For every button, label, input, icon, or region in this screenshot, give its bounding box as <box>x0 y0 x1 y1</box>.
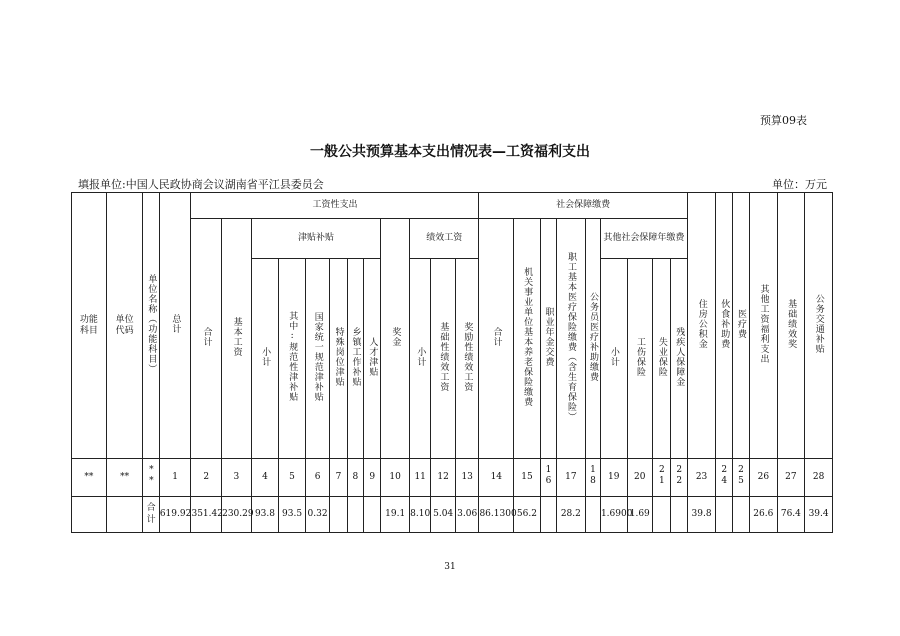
header-allow-reg: 其中:规范性津补贴 <box>279 259 306 459</box>
total-cell <box>653 497 671 533</box>
index-cell: 22 <box>671 459 687 497</box>
total-cell <box>330 497 347 533</box>
page-title: 一般公共预算基本支出情况表—工资福利支出 <box>310 144 590 160</box>
total-cell: 1.69 <box>627 497 653 533</box>
index-cell: 17 <box>557 459 586 497</box>
header-oss-disab: 残疾人保障金 <box>671 259 687 459</box>
total-cell: 19.1 <box>381 497 410 533</box>
index-cell: 25 <box>732 459 749 497</box>
index-cell: 15 <box>514 459 541 497</box>
total-cell: 5.04 <box>431 497 456 533</box>
header-meal: 伙食补助费 <box>716 193 732 459</box>
total-cell <box>671 497 687 533</box>
header-other-welfare: 其他工资福利支出 <box>750 193 778 459</box>
header-oss-injury: 工伤保险 <box>627 259 653 459</box>
index-cell: 19 <box>600 459 627 497</box>
index-cell: 3 <box>222 459 252 497</box>
header-social-total: 合计 <box>479 219 514 459</box>
total-cell <box>540 497 556 533</box>
header-perf-base: 基础性绩效工资 <box>431 259 456 459</box>
header-allowance-group: 津贴补贴 <box>251 219 381 259</box>
index-cell: 1 <box>159 459 191 497</box>
header-total: 总计 <box>159 193 191 459</box>
index-cell: 23 <box>687 459 716 497</box>
total-cell: 1.6900 <box>600 497 627 533</box>
header-allow-nat: 国家统一规范津补贴 <box>305 259 330 459</box>
money-unit: 单位：万元 <box>772 178 827 191</box>
header-social-group: 社会保障缴费 <box>479 193 687 219</box>
total-cell: 0.32 <box>305 497 330 533</box>
header-allow-town: 乡镇工作补贴 <box>347 259 363 459</box>
index-cell: 12 <box>431 459 456 497</box>
index-cell: ** <box>143 459 159 497</box>
index-cell: 28 <box>805 459 833 497</box>
index-cell: 7 <box>330 459 347 497</box>
header-unit-code: 单位代码 <box>106 193 143 459</box>
total-cell <box>72 497 107 533</box>
header-transport: 公务交通补贴 <box>805 193 833 459</box>
header-basic-wage: 基本工资 <box>222 219 252 459</box>
header-perf-reward: 奖励性绩效工资 <box>455 259 479 459</box>
total-cell: 619.92 <box>159 497 191 533</box>
index-cell: 13 <box>455 459 479 497</box>
header-bonus: 奖金 <box>381 219 410 459</box>
total-cell: 351.42 <box>191 497 222 533</box>
total-cell <box>585 497 600 533</box>
index-cell: ** <box>72 459 107 497</box>
salary-welfare-table <box>71 192 833 533</box>
total-cell: 3.06 <box>455 497 479 533</box>
index-cell: 24 <box>716 459 732 497</box>
header-perf-group: 绩效工资 <box>409 219 479 259</box>
index-cell: ** <box>106 459 143 497</box>
index-cell: 27 <box>777 459 805 497</box>
total-cell <box>732 497 749 533</box>
index-cell: 18 <box>585 459 600 497</box>
header-allow-post: 特殊岗位津贴 <box>330 259 347 459</box>
header-salary-group: 工资性支出 <box>191 193 479 219</box>
total-cell: 86.1300 <box>479 497 514 533</box>
header-salary-total: 合计 <box>191 219 222 459</box>
index-cell: 10 <box>381 459 410 497</box>
total-cell <box>364 497 381 533</box>
index-cell: 21 <box>653 459 671 497</box>
index-cell: 26 <box>750 459 778 497</box>
index-cell: 8 <box>347 459 363 497</box>
total-cell: 76.4 <box>777 497 805 533</box>
index-cell: 2 <box>191 459 222 497</box>
total-cell: 28.2 <box>557 497 586 533</box>
total-cell: 合计 <box>143 497 159 533</box>
header-civil-medical: 公务员医疗补助缴费 <box>585 219 600 459</box>
total-cell: 39.8 <box>687 497 716 533</box>
total-cell: 8.10 <box>409 497 430 533</box>
index-cell: 9 <box>364 459 381 497</box>
total-row <box>72 497 833 533</box>
total-cell: 93.8 <box>251 497 279 533</box>
header-allow-sub: 小计 <box>251 259 279 459</box>
header-other-ss-group: 其他社会保障年缴费 <box>600 219 687 259</box>
index-cell: 11 <box>409 459 430 497</box>
header-func-subject: 功能科目 <box>72 193 107 459</box>
index-row <box>72 459 833 497</box>
header-oss-unemp: 失业保险 <box>653 259 671 459</box>
header-medical: 职工基本医疗保险缴费（含生育保险） <box>557 219 586 459</box>
page-number: 31 <box>444 562 456 572</box>
header-med-fee: 医疗费 <box>732 193 749 459</box>
index-cell: 5 <box>279 459 306 497</box>
header-allow-talent: 人才津贴 <box>364 259 381 459</box>
total-cell: 93.5 <box>279 497 306 533</box>
total-cell: 26.6 <box>750 497 778 533</box>
total-cell <box>716 497 732 533</box>
header-base-perf-bonus: 基础绩效奖 <box>777 193 805 459</box>
header-housing: 住房公积金 <box>687 193 716 459</box>
total-cell: 56.2 <box>514 497 541 533</box>
header-annuity: 职业年金交费 <box>540 219 556 459</box>
index-cell: 14 <box>479 459 514 497</box>
index-cell: 16 <box>540 459 556 497</box>
header-unit-name: 单位名称（功能科目） <box>143 193 159 459</box>
header-perf-sub: 小计 <box>409 259 430 459</box>
total-cell <box>347 497 363 533</box>
index-cell: 4 <box>251 459 279 497</box>
total-cell <box>106 497 143 533</box>
form-code: 预算09表 <box>760 114 807 127</box>
reporting-unit: 填报单位:中国人民政协商会议湖南省平江县委员会 <box>78 178 324 191</box>
index-cell: 6 <box>305 459 330 497</box>
total-cell: 39.4 <box>805 497 833 533</box>
header-pension: 机关事业单位基本养老保险缴费 <box>514 219 541 459</box>
index-cell: 20 <box>627 459 653 497</box>
total-cell: 230.29 <box>222 497 252 533</box>
header-oss-sub: 小计 <box>600 259 627 459</box>
